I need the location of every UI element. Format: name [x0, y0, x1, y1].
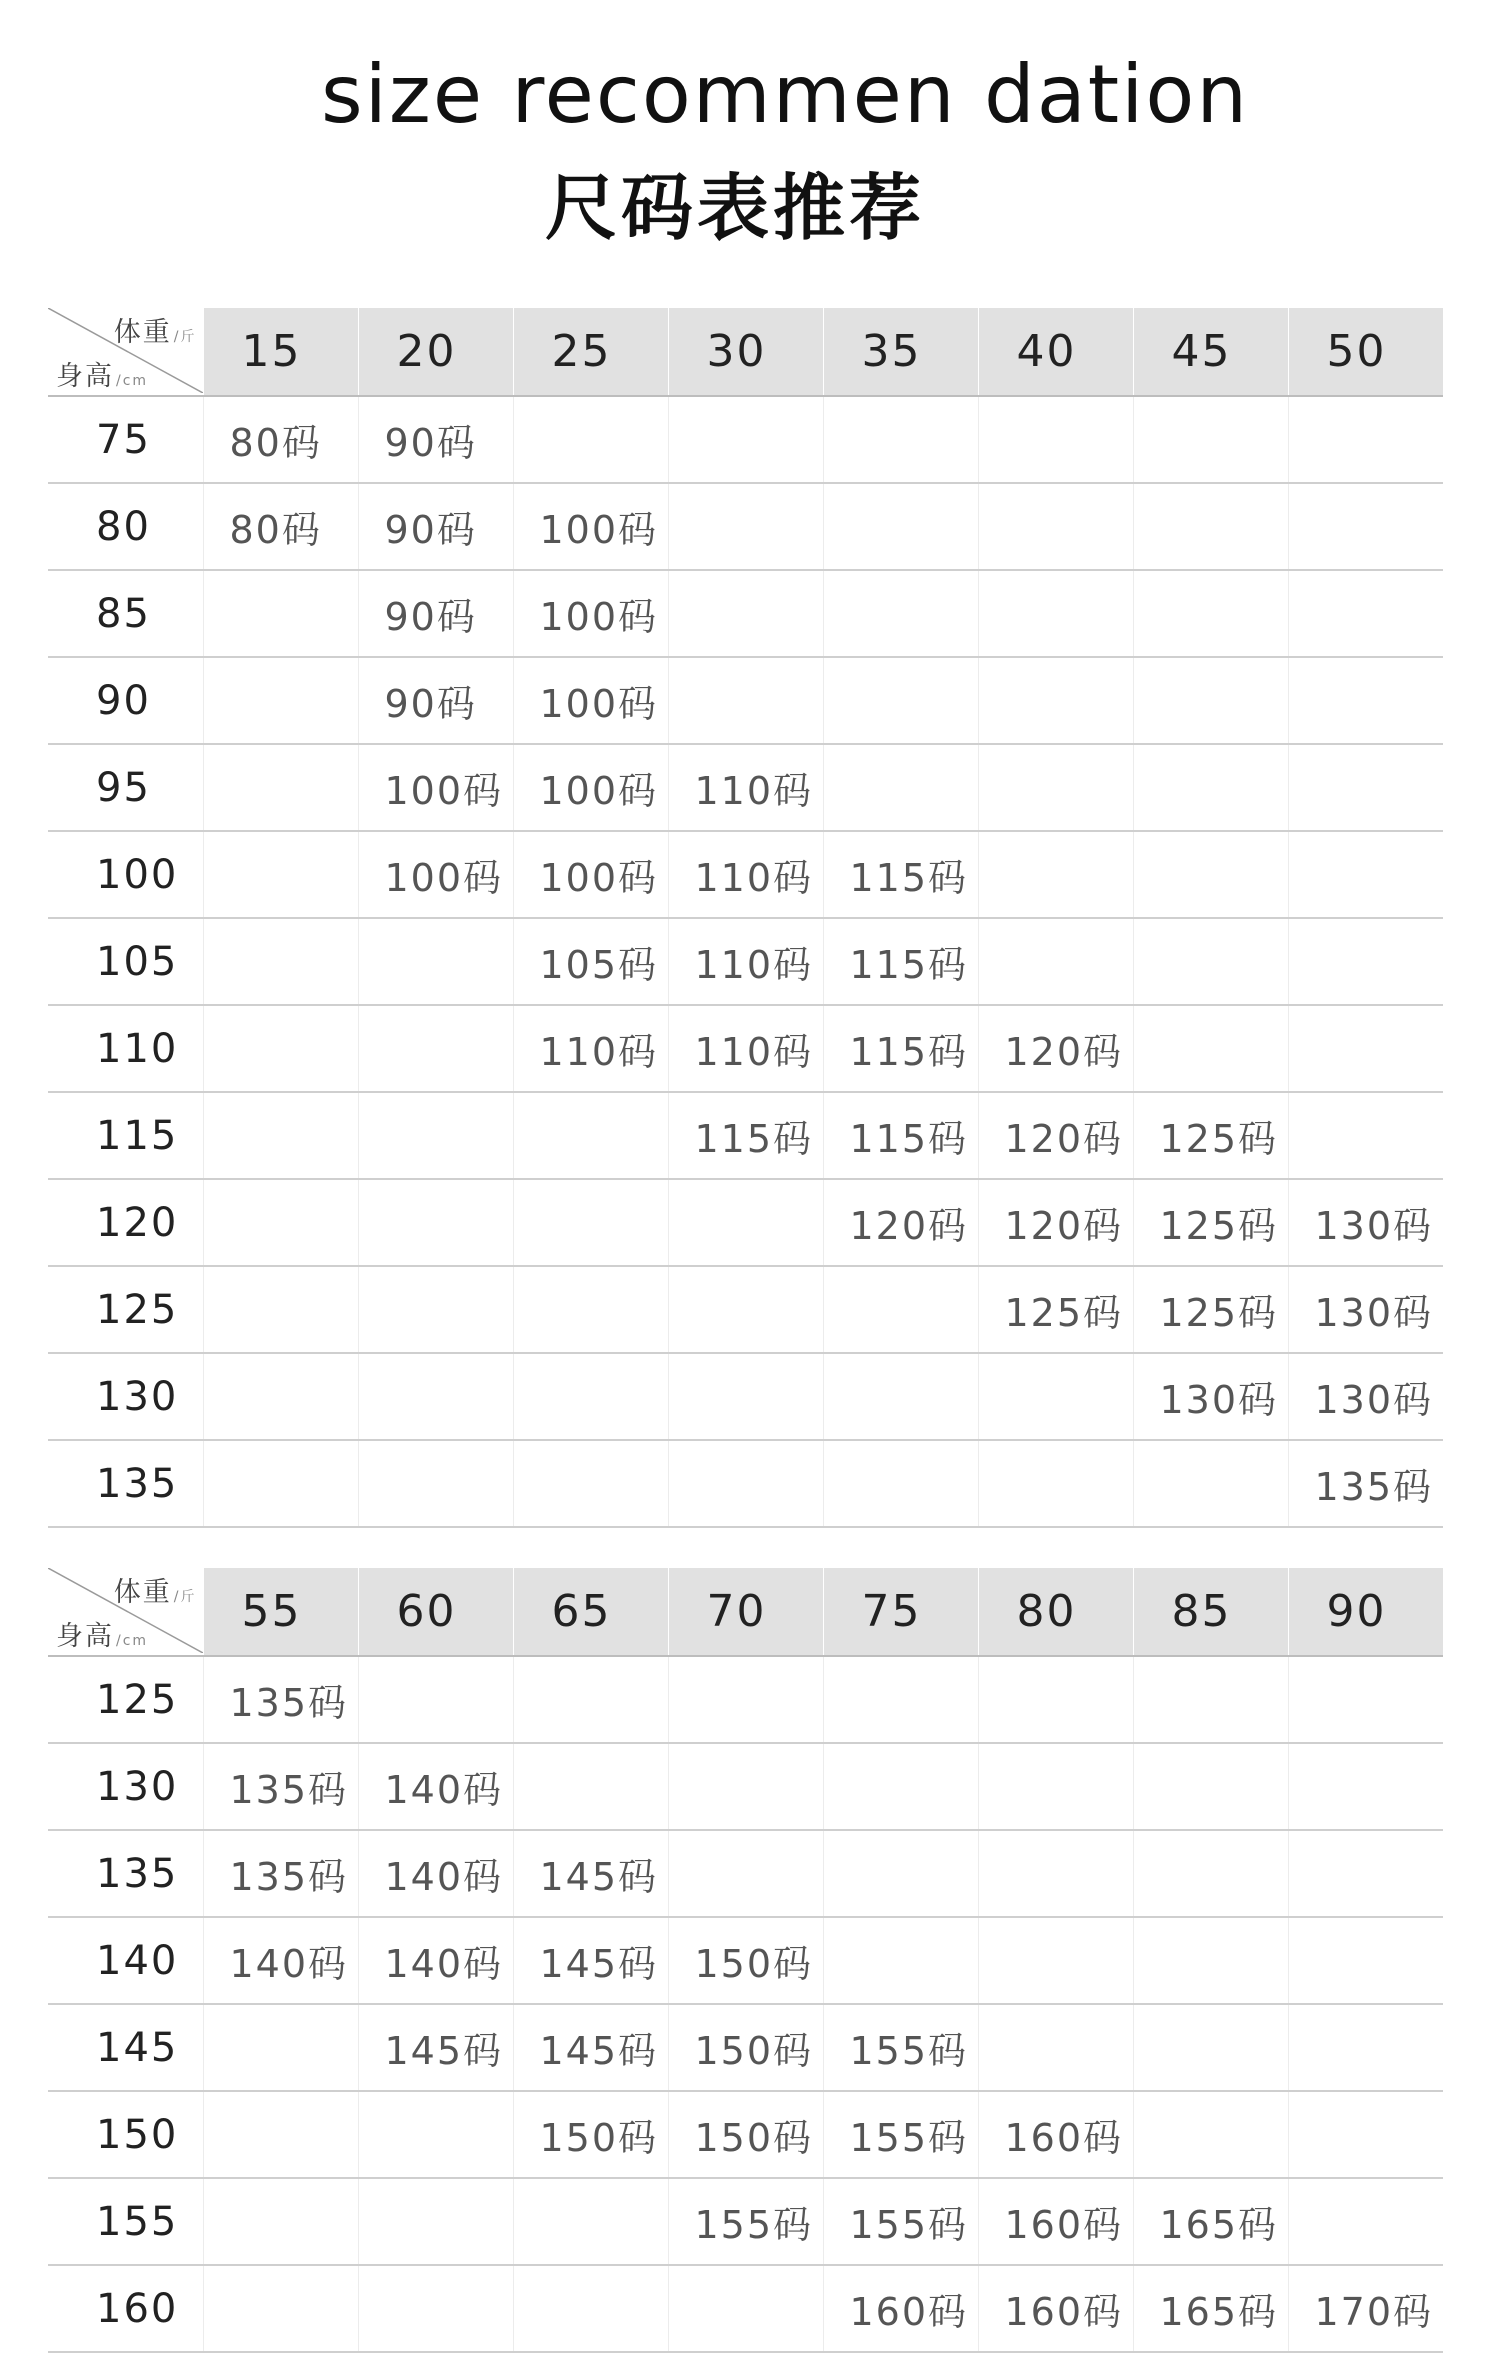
height-cell: 120	[48, 1179, 203, 1266]
table-row	[48, 831, 1443, 918]
size-cell	[668, 483, 823, 570]
height-cell: 145	[48, 2004, 203, 2091]
size-cell	[1288, 744, 1443, 831]
size-cell	[1133, 570, 1288, 657]
size-cell: 150码	[668, 2004, 823, 2091]
height-cell: 155	[48, 2178, 203, 2265]
size-cell	[203, 1179, 358, 1266]
size-cell	[513, 1092, 668, 1179]
height-cell: 80	[48, 483, 203, 570]
height-label	[56, 354, 148, 393]
size-cell: 155码	[668, 2178, 823, 2265]
size-cell: 130码	[1288, 1266, 1443, 1353]
size-cell: 135码	[203, 1830, 358, 1917]
weight-label	[114, 1570, 197, 1609]
size-cell	[513, 2265, 668, 2352]
size-cell: 105码	[513, 918, 668, 1005]
size-cell: 150码	[513, 2091, 668, 2178]
size-cell	[823, 1656, 978, 1743]
size-cell	[1288, 1656, 1443, 1743]
height-unit: /cm	[116, 1633, 149, 1649]
size-cell	[203, 744, 358, 831]
title-english: size recommen dation	[320, 48, 1250, 141]
size-cell: 150码	[668, 1917, 823, 2004]
size-cell	[978, 918, 1133, 1005]
size-cell: 140码	[358, 1830, 513, 1917]
table-row	[48, 396, 1443, 483]
size-table-2	[48, 1568, 1443, 2353]
weight-header-cell: 55	[203, 1568, 358, 1656]
size-cell: 130码	[1288, 1179, 1443, 1266]
size-cell	[823, 657, 978, 744]
size-cell	[513, 1656, 668, 1743]
size-cell	[668, 1743, 823, 1830]
size-cell	[823, 1266, 978, 1353]
size-cell: 160码	[978, 2265, 1133, 2352]
size-cell: 110码	[668, 918, 823, 1005]
height-cell: 140	[48, 1917, 203, 2004]
table-row	[48, 2178, 1443, 2265]
weight-header-cell: 70	[668, 1568, 823, 1656]
size-cell	[978, 657, 1133, 744]
size-cell	[1288, 2004, 1443, 2091]
size-cell	[1288, 2178, 1443, 2265]
size-cell	[1133, 1005, 1288, 1092]
size-cell: 110码	[513, 1005, 668, 1092]
size-cell: 110码	[668, 744, 823, 831]
size-cell	[203, 2004, 358, 2091]
table-row	[48, 1743, 1443, 1830]
size-cell	[668, 1656, 823, 1743]
weight-unit: /斤	[173, 329, 197, 345]
weight-header-cell: 85	[1133, 1568, 1288, 1656]
size-cell: 145码	[513, 2004, 668, 2091]
height-cell: 150	[48, 2091, 203, 2178]
height-cell: 100	[48, 831, 203, 918]
size-cell	[978, 483, 1133, 570]
size-cell	[823, 1830, 978, 1917]
height-cell: 130	[48, 1353, 203, 1440]
size-cell: 120码	[978, 1179, 1133, 1266]
table-body	[48, 396, 1443, 1527]
size-cell: 160码	[978, 2178, 1133, 2265]
weight-header-cell: 60	[358, 1568, 513, 1656]
height-label-text: 身高	[56, 1621, 114, 1652]
size-cell	[823, 1353, 978, 1440]
size-cell: 90码	[358, 396, 513, 483]
size-cell	[668, 1353, 823, 1440]
size-cell	[1288, 1005, 1443, 1092]
size-cell	[203, 2265, 358, 2352]
size-cell	[203, 2091, 358, 2178]
size-cell: 135码	[203, 1743, 358, 1830]
table-row	[48, 1830, 1443, 1917]
size-cell	[358, 918, 513, 1005]
size-cell: 80码	[203, 396, 358, 483]
size-cell: 125码	[1133, 1092, 1288, 1179]
size-cell	[513, 2178, 668, 2265]
table-row	[48, 1440, 1443, 1527]
size-cell: 165码	[1133, 2178, 1288, 2265]
size-cell	[1133, 483, 1288, 570]
size-cell	[1133, 1440, 1288, 1527]
size-cell	[358, 1353, 513, 1440]
size-cell	[1133, 2091, 1288, 2178]
size-cell	[1288, 1743, 1443, 1830]
weight-header-cell: 40	[978, 308, 1133, 396]
size-cell	[668, 1830, 823, 1917]
size-cell	[358, 1179, 513, 1266]
weight-label-text: 体重	[113, 1577, 172, 1608]
weight-header-cell: 80	[978, 1568, 1133, 1656]
size-cell	[668, 1266, 823, 1353]
size-cell	[1288, 1092, 1443, 1179]
size-cell	[1133, 1656, 1288, 1743]
table-row	[48, 2004, 1443, 2091]
size-cell: 155码	[823, 2004, 978, 2091]
weight-header-cell: 25	[513, 308, 668, 396]
weight-header-cell: 35	[823, 308, 978, 396]
size-cell: 115码	[668, 1092, 823, 1179]
size-cell	[823, 396, 978, 483]
size-cell	[823, 1440, 978, 1527]
size-cell: 80码	[203, 483, 358, 570]
size-cell: 115码	[823, 918, 978, 1005]
size-cell	[203, 657, 358, 744]
size-cell	[203, 570, 358, 657]
table-row	[48, 1656, 1443, 1743]
size-cell	[513, 1440, 668, 1527]
table-row	[48, 1353, 1443, 1440]
size-cell	[358, 2091, 513, 2178]
table-row	[48, 918, 1443, 1005]
size-cell: 130码	[1288, 1353, 1443, 1440]
size-cell: 145码	[513, 1917, 668, 2004]
height-cell: 115	[48, 1092, 203, 1179]
size-cell	[203, 918, 358, 1005]
size-cell	[1288, 1917, 1443, 2004]
table-row	[48, 570, 1443, 657]
size-cell	[978, 1440, 1133, 1527]
size-cell: 100码	[358, 744, 513, 831]
table-row	[48, 2091, 1443, 2178]
height-cell: 125	[48, 1656, 203, 1743]
size-cell	[823, 1917, 978, 2004]
size-cell: 115码	[823, 831, 978, 918]
size-cell	[1133, 396, 1288, 483]
size-cell	[1288, 570, 1443, 657]
size-cell: 90码	[358, 570, 513, 657]
size-cell	[1133, 2004, 1288, 2091]
size-cell	[513, 396, 668, 483]
size-cell	[1288, 483, 1443, 570]
size-cell: 135码	[1288, 1440, 1443, 1527]
table-row	[48, 2265, 1443, 2352]
size-cell	[1133, 744, 1288, 831]
weight-header-cell: 50	[1288, 308, 1443, 396]
size-cell: 145码	[513, 1830, 668, 1917]
table-row	[48, 1005, 1443, 1092]
size-cell: 120码	[823, 1179, 978, 1266]
size-cell: 110码	[668, 1005, 823, 1092]
size-cell	[1288, 918, 1443, 1005]
height-cell: 110	[48, 1005, 203, 1092]
size-cell	[1288, 396, 1443, 483]
size-cell	[1133, 831, 1288, 918]
size-cell	[358, 1092, 513, 1179]
size-cell	[513, 1743, 668, 1830]
size-cell	[1133, 1917, 1288, 2004]
size-cell	[823, 570, 978, 657]
size-cell	[1288, 2091, 1443, 2178]
size-cell	[513, 1353, 668, 1440]
size-cell	[978, 1743, 1133, 1830]
weight-unit: /斤	[173, 1589, 197, 1605]
height-cell: 125	[48, 1266, 203, 1353]
size-cell: 145码	[358, 2004, 513, 2091]
size-cell: 130码	[1133, 1353, 1288, 1440]
size-cell	[978, 831, 1133, 918]
height-unit: /cm	[116, 373, 149, 389]
size-cell: 100码	[358, 831, 513, 918]
table-row	[48, 744, 1443, 831]
height-label-text: 身高	[56, 361, 114, 392]
size-cell	[978, 1353, 1133, 1440]
height-cell: 130	[48, 1743, 203, 1830]
size-cell	[823, 744, 978, 831]
size-cell: 115码	[823, 1092, 978, 1179]
size-cell	[978, 570, 1133, 657]
size-cell: 115码	[823, 1005, 978, 1092]
size-cell	[1288, 1830, 1443, 1917]
size-cell: 100码	[513, 483, 668, 570]
table-row	[48, 1092, 1443, 1179]
weight-header-cell: 30	[668, 308, 823, 396]
weight-label-text: 体重	[113, 317, 172, 348]
size-cell: 150码	[668, 2091, 823, 2178]
size-cell	[1133, 918, 1288, 1005]
height-cell: 160	[48, 2265, 203, 2352]
size-cell: 90码	[358, 483, 513, 570]
size-cell	[823, 1743, 978, 1830]
size-cell: 140码	[358, 1917, 513, 2004]
size-cell	[358, 1005, 513, 1092]
weight-header-cell: 45	[1133, 308, 1288, 396]
height-cell: 90	[48, 657, 203, 744]
title-chinese: 尺码表推荐	[544, 166, 925, 250]
size-cell: 120码	[978, 1092, 1133, 1179]
size-cell: 165码	[1133, 2265, 1288, 2352]
size-cell	[203, 1266, 358, 1353]
size-cell: 140码	[358, 1743, 513, 1830]
size-cell: 160码	[978, 2091, 1133, 2178]
size-cell	[358, 1266, 513, 1353]
size-cell: 125码	[978, 1266, 1133, 1353]
size-cell	[203, 831, 358, 918]
size-cell: 100码	[513, 657, 668, 744]
corner-cell	[48, 1568, 203, 1656]
weight-header-cell: 90	[1288, 1568, 1443, 1656]
height-cell: 105	[48, 918, 203, 1005]
table-row	[48, 1266, 1443, 1353]
size-cell	[668, 1440, 823, 1527]
size-cell	[358, 2265, 513, 2352]
table-row	[48, 1179, 1443, 1266]
height-cell: 85	[48, 570, 203, 657]
size-cell	[1133, 1830, 1288, 1917]
weight-header-row	[48, 308, 1443, 396]
weight-header-cell: 65	[513, 1568, 668, 1656]
size-table-1	[48, 308, 1443, 1528]
size-cell: 155码	[823, 2178, 978, 2265]
size-cell	[203, 1440, 358, 1527]
size-cell	[203, 1092, 358, 1179]
size-cell	[668, 1179, 823, 1266]
size-cell	[513, 1179, 668, 1266]
size-cell	[978, 2004, 1133, 2091]
size-cell: 140码	[203, 1917, 358, 2004]
size-cell	[668, 657, 823, 744]
table-body	[48, 1656, 1443, 2352]
height-cell: 75	[48, 396, 203, 483]
weight-header-cell: 75	[823, 1568, 978, 1656]
table-row	[48, 483, 1443, 570]
size-cell: 90码	[358, 657, 513, 744]
height-cell: 135	[48, 1440, 203, 1527]
size-cell	[203, 1353, 358, 1440]
size-cell	[203, 1005, 358, 1092]
size-cell	[1133, 1743, 1288, 1830]
size-cell	[668, 570, 823, 657]
size-cell	[978, 1917, 1133, 2004]
size-cell	[358, 1656, 513, 1743]
weight-label	[114, 310, 197, 349]
size-cell	[978, 1830, 1133, 1917]
size-cell	[513, 1266, 668, 1353]
size-cell	[668, 396, 823, 483]
height-cell: 95	[48, 744, 203, 831]
size-cell: 120码	[978, 1005, 1133, 1092]
size-cell	[1288, 831, 1443, 918]
weight-header-cell: 15	[203, 308, 358, 396]
size-cell: 135码	[203, 1656, 358, 1743]
size-cell	[203, 2178, 358, 2265]
size-cell: 110码	[668, 831, 823, 918]
weight-header-row	[48, 1568, 1443, 1656]
size-cell: 160码	[823, 2265, 978, 2352]
size-cell	[823, 483, 978, 570]
table-row	[48, 1917, 1443, 2004]
size-cell	[358, 1440, 513, 1527]
size-cell	[668, 2265, 823, 2352]
size-cell: 100码	[513, 744, 668, 831]
size-cell: 155码	[823, 2091, 978, 2178]
size-cell	[1288, 657, 1443, 744]
size-cell	[358, 2178, 513, 2265]
size-cell: 125码	[1133, 1179, 1288, 1266]
corner-cell	[48, 308, 203, 396]
size-cell: 100码	[513, 570, 668, 657]
size-cell	[978, 396, 1133, 483]
size-cell	[978, 1656, 1133, 1743]
size-cell: 125码	[1133, 1266, 1288, 1353]
size-cell: 100码	[513, 831, 668, 918]
table-row	[48, 657, 1443, 744]
size-cell	[1133, 657, 1288, 744]
height-label	[56, 1614, 148, 1653]
size-cell: 170码	[1288, 2265, 1443, 2352]
weight-header-cell: 20	[358, 308, 513, 396]
height-cell: 135	[48, 1830, 203, 1917]
size-cell	[978, 744, 1133, 831]
